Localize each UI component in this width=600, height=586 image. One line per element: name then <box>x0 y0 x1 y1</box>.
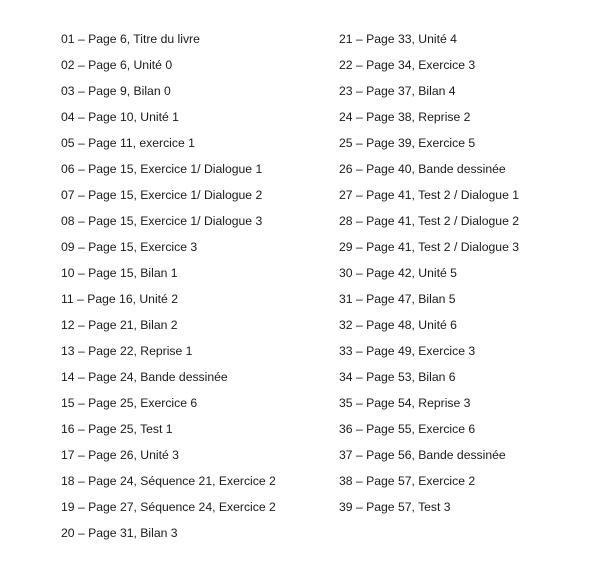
track-item-04: 04 – Page 10, Unité 1 <box>61 110 179 124</box>
track-item-22: 22 – Page 34, Exercice 3 <box>339 58 476 72</box>
track-item-34: 34 – Page 53, Bilan 6 <box>339 370 456 384</box>
track-item-09: 09 – Page 15, Exercice 3 <box>61 240 198 254</box>
track-item-27: 27 – Page 41, Test 2 / Dialogue 1 <box>339 188 520 202</box>
track-item-18: 18 – Page 24, Séquence 21, Exercice 2 <box>61 474 276 488</box>
track-item-37: 37 – Page 56, Bande dessinée <box>339 448 506 462</box>
track-item-03: 03 – Page 9, Bilan 0 <box>61 84 171 98</box>
track-item-05: 05 – Page 11, exercice 1 <box>61 136 195 150</box>
track-item-32: 32 – Page 48, Unité 6 <box>339 318 457 332</box>
track-item-10: 10 – Page 15, Bilan 1 <box>61 266 178 280</box>
track-item-29: 29 – Page 41, Test 2 / Dialogue 3 <box>339 240 520 254</box>
track-item-01: 01 – Page 6, Titre du livre <box>61 32 200 46</box>
track-item-06: 06 – Page 15, Exercice 1/ Dialogue 1 <box>61 162 263 176</box>
track-item-33: 33 – Page 49, Exercice 3 <box>339 344 476 358</box>
track-item-16: 16 – Page 25, Test 1 <box>61 422 173 436</box>
track-list-left-column <box>61 26 331 546</box>
track-item-28: 28 – Page 41, Test 2 / Dialogue 2 <box>339 214 520 228</box>
track-item-11: 11 – Page 16, Unité 2 <box>61 292 178 306</box>
track-item-21: 21 – Page 33, Unité 4 <box>339 32 457 46</box>
track-item-35: 35 – Page 54, Reprise 3 <box>339 396 471 410</box>
track-item-26: 26 – Page 40, Bande dessinée <box>339 162 506 176</box>
track-item-17: 17 – Page 26, Unité 3 <box>61 448 179 462</box>
track-item-23: 23 – Page 37, Bilan 4 <box>339 84 456 98</box>
track-item-02: 02 – Page 6, Unité 0 <box>61 58 173 72</box>
track-list-right-column <box>339 26 594 520</box>
track-item-24: 24 – Page 38, Reprise 2 <box>339 110 471 124</box>
track-item-14: 14 – Page 24, Bande dessinée <box>61 370 228 384</box>
track-item-20: 20 – Page 31, Bilan 3 <box>61 526 178 540</box>
track-item-07: 07 – Page 15, Exercice 1/ Dialogue 2 <box>61 188 263 202</box>
track-item-12: 12 – Page 21, Bilan 2 <box>61 318 178 332</box>
track-item-38: 38 – Page 57, Exercice 2 <box>339 474 476 488</box>
track-item-15: 15 – Page 25, Exercice 6 <box>61 396 198 410</box>
track-item-30: 30 – Page 42, Unité 5 <box>339 266 457 280</box>
track-item-19: 19 – Page 27, Séquence 24, Exercice 2 <box>61 500 276 514</box>
track-item-36: 36 – Page 55, Exercice 6 <box>339 422 476 436</box>
track-item-13: 13 – Page 22, Reprise 1 <box>61 344 193 358</box>
track-item-31: 31 – Page 47, Bilan 5 <box>339 292 456 306</box>
track-item-08: 08 – Page 15, Exercice 1/ Dialogue 3 <box>61 214 263 228</box>
track-item-39: 39 – Page 57, Test 3 <box>339 500 451 514</box>
track-item-25: 25 – Page 39, Exercice 5 <box>339 136 476 150</box>
